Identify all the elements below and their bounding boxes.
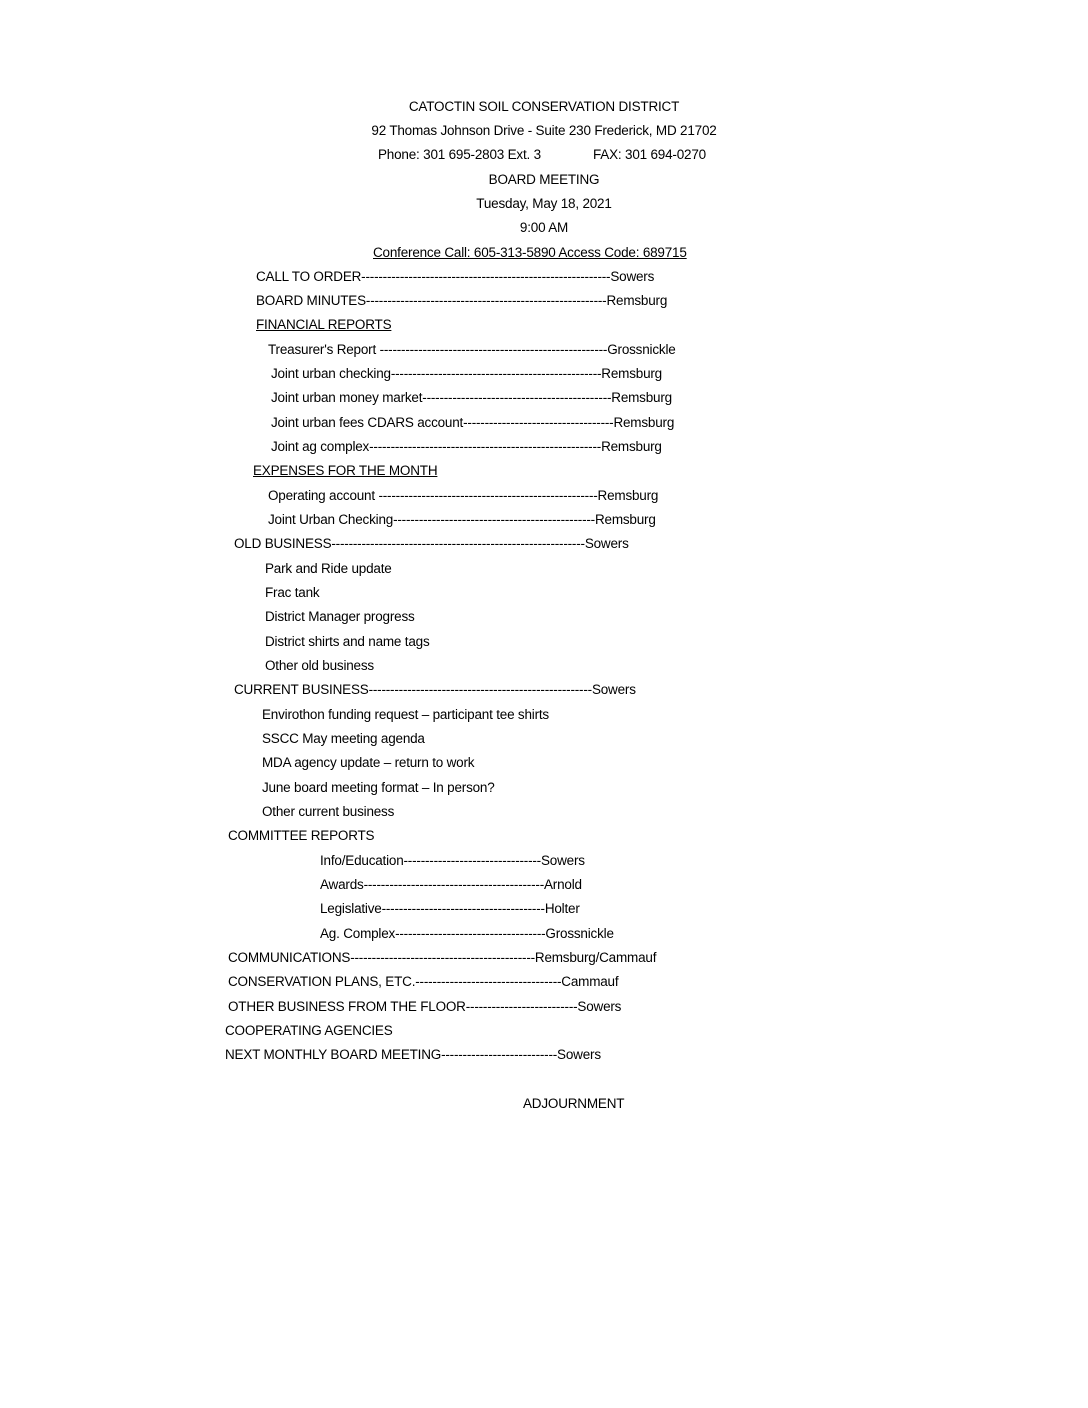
joint-urban-checking: Joint urban checking-------------------------------------------------Remsburg: [271, 366, 662, 381]
old-business-item: District shirts and name tags: [265, 634, 430, 649]
committee-item: Ag. Complex-----------------------------------Grossnickle: [320, 926, 614, 941]
committee-item: Legislative--------------------------------------Holter: [320, 901, 580, 916]
old-business: OLD BUSINESS-----------------------------------------------------------Sowers: [234, 536, 629, 551]
meeting-date: Tuesday, May 18, 2021: [476, 196, 612, 211]
phone-line: Phone: 301 695-2803 Ext. 3: [378, 147, 541, 162]
treasurers-report: Treasurer's Report -----------------------------------------------------Grossnickle: [268, 342, 676, 357]
financial-reports-heading: FINANCIAL REPORTS: [256, 317, 392, 332]
communications: COMMUNICATIONS-------------------------------------------Remsburg/Cammauf: [228, 950, 657, 965]
current-business: CURRENT BUSINESS----------------------------------------------------Sowers: [234, 682, 636, 697]
org-name: CATOCTIN SOIL CONSERVATION DISTRICT: [408, 99, 680, 114]
current-business-item: June board meeting format – In person?: [262, 780, 495, 795]
committee-item: Awards------------------------------------------Arnold: [320, 877, 582, 892]
call-to-order: CALL TO ORDER----------------------------------------------------------Sowers: [256, 269, 655, 284]
joint-urban-fees-cdars: Joint urban fees CDARS account-----------------------------------Remsburg: [271, 415, 675, 430]
other-business: OTHER BUSINESS FROM THE FLOOR--------------------------Sowers: [228, 999, 622, 1014]
committee-item: Info/Education--------------------------------Sowers: [320, 853, 585, 868]
conference-call-line: Conference Call: 605-313-5890 Access Code: 689715: [373, 245, 687, 260]
current-business-item: SSCC May meeting agenda: [262, 731, 425, 746]
meeting-time: 9:00 AM: [519, 220, 569, 235]
committee-reports-heading: COMMITTEE REPORTS: [228, 828, 375, 843]
board-minutes: BOARD MINUTES--------------------------------------------------------Remsburg: [256, 293, 668, 308]
joint-ag-complex: Joint ag complex------------------------------------------------------Remsburg: [271, 439, 662, 454]
expenses-heading: EXPENSES FOR THE MONTH: [253, 463, 438, 478]
meeting-title: BOARD MEETING: [488, 172, 600, 187]
current-business-item: Other current business: [262, 804, 395, 819]
old-business-item: District Manager progress: [265, 609, 415, 624]
cooperating-agencies: COOPERATING AGENCIES: [225, 1023, 393, 1038]
fax-line: FAX: 301 694-0270: [593, 147, 706, 162]
current-business-item: MDA agency update – return to work: [262, 755, 475, 770]
next-monthly-board-meeting: NEXT MONTHLY BOARD MEETING---------------------------Sowers: [225, 1047, 601, 1062]
old-business-item: Park and Ride update: [265, 561, 392, 576]
current-business-item: Envirothon funding request – participant tee shirts: [262, 707, 549, 722]
joint-urban-checking-expense: Joint Urban Checking-----------------------------------------------Remsburg: [268, 512, 656, 527]
adjournment: ADJOURNMENT: [523, 1096, 625, 1111]
joint-urban-money-market: Joint urban money market--------------------------------------------Remsburg: [271, 390, 672, 405]
old-business-item: Frac tank: [265, 585, 320, 600]
address-line: 92 Thomas Johnson Drive - Suite 230 Frederick, MD 21702: [371, 123, 717, 138]
old-business-item: Other old business: [265, 658, 374, 673]
conservation-plans: CONSERVATION PLANS, ETC.----------------------------------Cammauf: [228, 974, 619, 989]
operating-account: Operating account ---------------------------------------------------Remsburg: [268, 488, 659, 503]
